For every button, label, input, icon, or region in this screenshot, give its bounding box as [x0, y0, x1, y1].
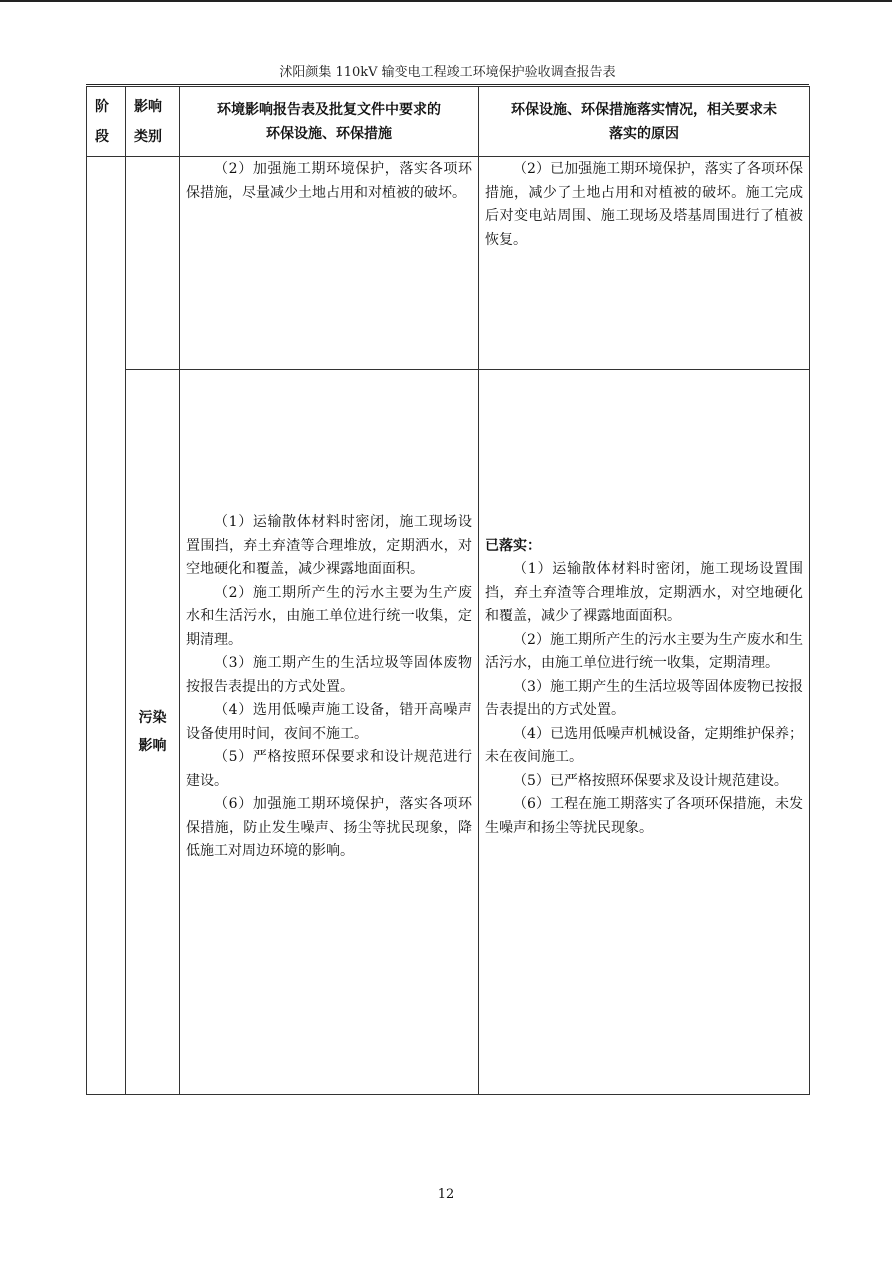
- pollution-implementation-2: （2）施工期所产生的污水主要为生产废水和生活污水，由施工单位进行统一收集，定期清理。: [485, 631, 803, 672]
- table-header-row: [87, 87, 810, 157]
- impact-type-cell-pollution: [126, 370, 180, 1095]
- stage-header-line2: 段: [95, 128, 109, 145]
- pollution-requirement-6: （6）加强施工期环境保护，落实各项环保措施，防止发生噪声、扬尘等扰民现象，降低施工对周边环境的影响。: [186, 796, 472, 860]
- implementation-item-2: （2）已加强施工期环境保护，落实了各项环保措施，减少了土地占用和对植被的破坏。施工完成后对变电站周围、施工现场及塔基周围进行了植被恢复。: [485, 161, 803, 248]
- requirement-item-2: （2）加强施工期环境保护，落实各项环保措施，尽量减少土地占用和对植被的破坏。: [186, 161, 472, 201]
- stage-cell: [87, 157, 126, 1095]
- pollution-implementation-1: （1）运输散体材料时密闭，施工现场设置围挡，弃土弃渣等合理堆放，定期洒水，对空地硬化和覆盖，减少了裸露地面面积。: [485, 561, 803, 625]
- pollution-implementation-3: （3）施工期产生的生活垃圾等固体废物已按报告表提出的方式处置。: [485, 678, 803, 719]
- column-header-stage: [87, 87, 126, 157]
- pollution-requirement-3: （3）施工期产生的生活垃圾等固体废物按报告表提出的方式处置。: [186, 655, 472, 695]
- column-header-implementation: [479, 87, 810, 157]
- implemented-label: 已落实：: [485, 537, 541, 554]
- pollution-implementation-5: （5）已严格按照环保要求及设计规范建设。: [513, 772, 788, 789]
- top-border-line: [0, 0, 892, 2]
- implementation-header-line1: 环保设施、环保措施落实情况，相关要求未: [511, 101, 777, 118]
- table-row-ecology: [87, 157, 810, 370]
- pollution-requirement-5: （5）严格按照环保要求和设计规范进行建设。: [186, 749, 472, 789]
- pollution-requirement-1: （1）运输散体材料时密闭，施工现场设置围挡，弃土弃渣等合理堆放，定期洒水，对空地硬化和覆盖，减少裸露地面面积。: [186, 514, 472, 578]
- table-row-pollution: [87, 370, 810, 1095]
- stage-header-line1: 阶: [95, 98, 109, 115]
- impact-type-header-line2: 类别: [134, 128, 162, 145]
- pollution-requirement-2: （2）施工期所产生的污水主要为生产废水和生活污水，由施工单位进行统一收集，定期清理。: [186, 584, 472, 648]
- impact-type-cell-empty: [126, 157, 180, 370]
- pollution-requirement-4: （4）选用低噪声施工设备，错开高噪声设备使用时间，夜间不施工。: [186, 702, 472, 742]
- pollution-implementation-4: （4）已选用低噪声机械设备，定期维护保养；未在夜间施工。: [485, 725, 803, 766]
- acceptance-report-table: [86, 86, 810, 1095]
- document-header-title: 沭阳颜集 110kV 输变电工程竣工环境保护验收调查报告表: [279, 65, 616, 80]
- requirements-header-line1: 环境影响报告表及批复文件中要求的: [217, 101, 441, 118]
- impact-type-header-line1: 影响: [134, 98, 162, 115]
- implementation-header-line2: 落实的原因: [609, 125, 679, 142]
- header-divider: [86, 84, 809, 85]
- pollution-label-line1: 污染: [138, 710, 167, 726]
- requirements-header-line2: 环保设施、环保措施: [266, 125, 392, 142]
- implementation-cell: [479, 157, 810, 370]
- requirement-cell: [180, 157, 479, 370]
- column-header-requirements: [180, 87, 479, 157]
- pollution-implementation-6: （6）工程在施工期落实了各项环保措施，未发生噪声和扬尘等扰民现象。: [485, 796, 803, 836]
- page-number: 12: [437, 1187, 455, 1202]
- column-header-impact-type: [126, 87, 180, 157]
- pollution-requirements-cell: [180, 370, 479, 1095]
- pollution-implementation-cell: [479, 370, 810, 1095]
- pollution-label-line2: 影响: [138, 738, 167, 754]
